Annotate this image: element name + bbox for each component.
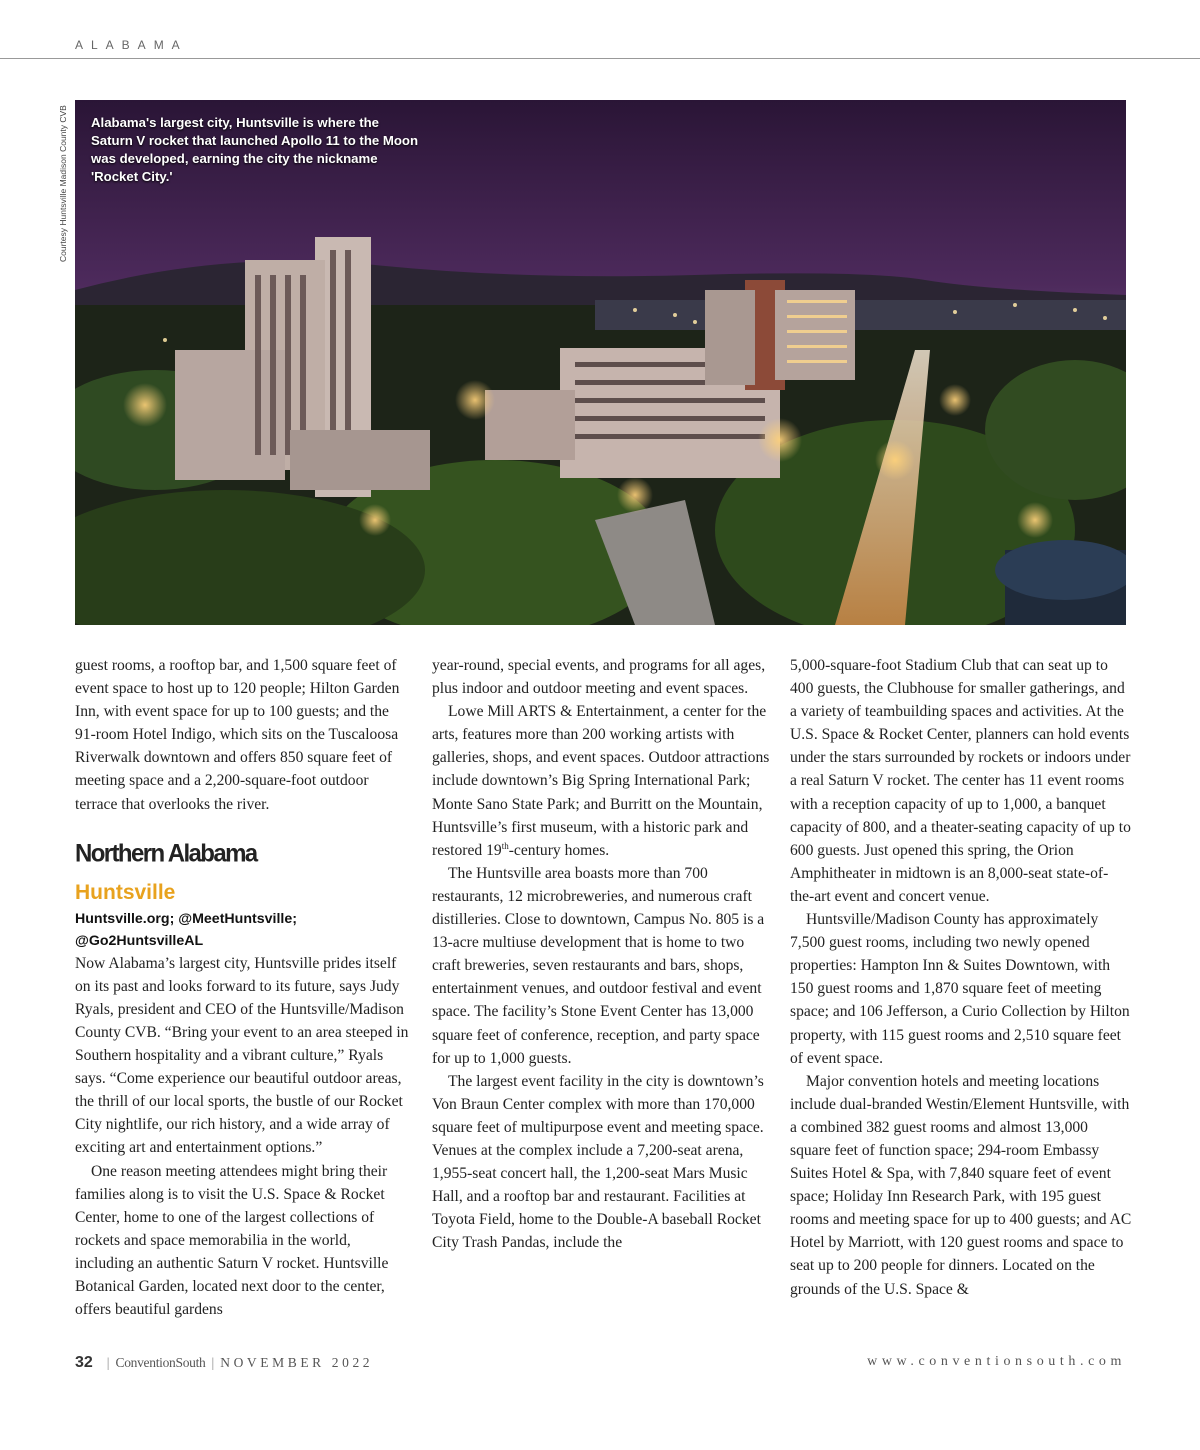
- column-3: [790, 654, 1132, 1301]
- ordinal-suffix: th: [501, 840, 509, 851]
- web-handles-line-1: Huntsville.org; @MeetHuntsville;: [75, 910, 297, 927]
- magazine-name: ConventionSouth: [115, 1355, 206, 1370]
- paragraph: Major convention hotels and meeting locations include dual-branded Westin/Element Huntsville, with a combined 382 guest rooms and almost 13,000 square feet of function space; 294-room Embassy Suites Hotel & Spa, with 7,840 square feet of event space; Holiday Inn Research Park, with 195 guest rooms and meeting space for up to 400 guests; and AC Hotel by Marriott, with 120 guest rooms and space to seat up to 200 people for dinners. Located on the grounds of the U.S. Space &: [790, 1072, 1132, 1298]
- paragraph: One reason meeting attendees might bring their families along is to visit the U.S. Space & Rocket Center, home to one of the largest collections of rockets and space memorabilia in the world, including an authentic Saturn V rocket. Huntsville Botanical Garden, located next door to the center, offers beautiful gardens: [75, 1162, 389, 1319]
- page-number: 32: [75, 1354, 93, 1371]
- footer-url: www.conventionsouth.com: [867, 1354, 1126, 1369]
- web-handles-line-2: @Go2HuntsvilleAL: [75, 932, 204, 949]
- photo-caption: Alabama's largest city, Huntsville is where the Saturn V rocket that launched Apollo 11 to the Moon was developed, earning the city the nickname 'Rocket City.': [91, 115, 419, 184]
- footer-divider: |: [211, 1355, 215, 1370]
- issue-date: NOVEMBER 2022: [220, 1355, 374, 1370]
- paragraph: Now Alabama’s largest city, Huntsville prides itself on its past and looks forward to its future, says Judy Ryals, president and CEO of the Huntsville/Madison County CVB. “Bring your event to an area steeped in Southern hospitality and a vibrant culture,” Ryals says. “Come experience our beautiful outdoor areas, the thrill of our local sports, the bustle of our Rocket City nightlife, our rich history, and a wide array of exciting art and entertainment options.”: [75, 954, 409, 1157]
- paragraph-text: Lowe Mill ARTS & Entertainment, a center for the arts, features more than 200 working artists with galleries, shops, and event spaces. Outdoor attractions include downtown’s Big Spring International Park; Monte Sano State Park; and Burritt on the Mountain, Huntsville’s first museum, with a historic park and restored 19: [432, 703, 770, 859]
- section-label: ALABAMA: [75, 38, 188, 52]
- column-1: [75, 654, 411, 1321]
- paragraph: year-round, special events, and programs for all ages, plus indoor and outdoor meeting and event spaces.: [432, 657, 766, 698]
- paragraph: 5,000-square-foot Stadium Club that can seat up to 400 guests, the Clubhouse for smaller gatherings, and a variety of teambuilding spaces and activities. At the U.S. Space & Rocket Center, planners can hold events under the stars surrounded by rockets or indoors under a real Saturn V rocket. The center has 11 event rooms with a reception capacity of up to 1,000, a banquet capacity of 800, and a theater-seating capacity of up to 600 guests. Just opened this spring, the Orion Amphitheater in midtown is an 8,000-seat state-of-the-art event and concert venue.: [790, 657, 1131, 905]
- hero-photo: [75, 100, 1126, 625]
- footer-left: [75, 1354, 373, 1372]
- column-2: [432, 654, 770, 1254]
- header-rule: [0, 58, 1200, 59]
- web-handles: [75, 908, 411, 952]
- paragraph: [432, 700, 770, 862]
- paragraph: The Huntsville area boasts more than 700 restaurants, 12 microbreweries, and numerous craft distilleries. Close to downtown, Campus No. 805 is a 13-acre multiuse development that is home to two craft breweries, seven restaurants and bars, shops, entertainment venues, and outdoor festival and event space. The facility’s Stone Event Center has 13,000 square feet of conference, reception, and party space for up to 1,000 guests.: [432, 864, 765, 1067]
- footer-divider: |: [106, 1355, 110, 1370]
- paragraph: guest rooms, a rooftop bar, and 1,500 square feet of event space to host up to 120 people; Hilton Garden Inn, with event space for up to 100 guests; and the 91-room Hotel Indigo, which sits on the Tuscaloosa Riverwalk downtown and offers 850 square feet of meeting space and a 2,200-square-foot outdoor terrace that overlooks the river.: [75, 657, 400, 813]
- photo-credit: Courtesy Huntsville Madison County CVB: [58, 105, 68, 262]
- paragraph: The largest event facility in the city is downtown’s Von Braun Center complex with more than 170,000 square feet of multipurpose event and meeting space. Venues at the complex include a 7,200-seat arena, 1,955-seat concert hall, the 1,200-seat Mars Music Hall, and a rooftop bar and restaurant. Facilities at Toyota Field, home to the Double-A baseball Rocket City Trash Pandas, include the: [432, 1072, 764, 1252]
- region-heading: Northern Alabama: [75, 838, 257, 868]
- city-heading: Huntsville: [75, 880, 176, 904]
- paragraph-text: -century homes.: [508, 841, 610, 859]
- paragraph: Huntsville/Madison County has approximately 7,500 guest rooms, including two newly opened properties: Hampton Inn & Suites Downtown, with 150 guest rooms and 1,870 square feet of meeting space; and 106 Jefferson, a Curio Collection by Hilton property, with 115 guest rooms and 2,510 square feet of event space.: [790, 911, 1130, 1067]
